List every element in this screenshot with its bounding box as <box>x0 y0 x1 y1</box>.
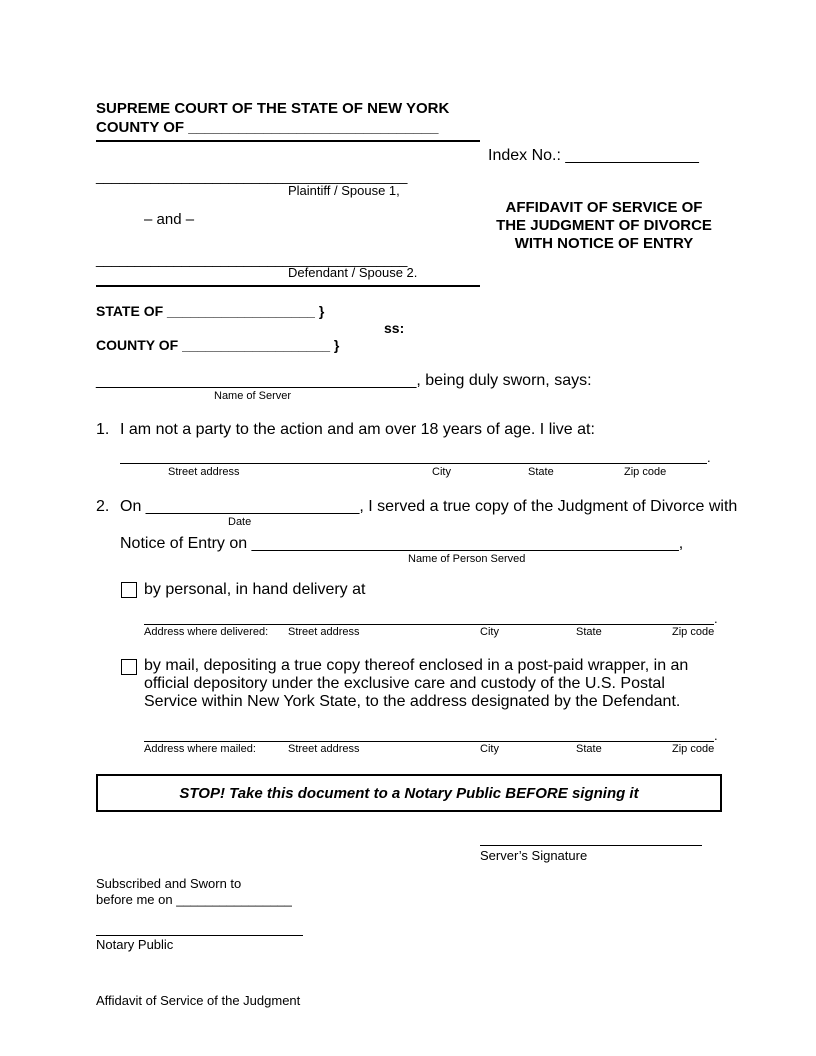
item2-line1[interactable]: On ________________________, I served a true copy of the Judgment of Divorce with <box>120 498 738 515</box>
subscribed-text: Subscribed and Sworn to <box>96 876 242 891</box>
delivery-zip-label: Zip code <box>672 626 715 638</box>
stop-notice-box <box>96 774 722 812</box>
plaintiff-line[interactable]: ________________________________________ <box>96 168 408 184</box>
mail-city-label: City <box>480 743 499 755</box>
court-name: SUPREME COURT OF THE STATE OF NEW YORK <box>96 100 450 117</box>
mail-street-label: Street address <box>288 743 360 755</box>
mail-delivery-text <box>144 657 724 711</box>
delivery-where-label: Address where delivered: <box>144 626 269 638</box>
notary-public-label: Notary Public <box>96 937 174 952</box>
residence-street-label: Street address <box>168 466 240 478</box>
item2-line2[interactable]: Notice of Entry on ________________________________________________, <box>120 535 684 552</box>
sworn-date-field[interactable]: before me on ________________ <box>96 892 292 907</box>
index-number-field[interactable]: Index No.: _______________ <box>488 147 699 164</box>
court-county: COUNTY OF ______________________________ <box>96 119 439 136</box>
plaintiff-label: Plaintiff / Spouse 1, <box>288 183 400 198</box>
item2-number: 2. <box>96 498 110 515</box>
title-line-2: THE JUDGMENT OF DIVORCE <box>496 217 712 234</box>
residence-address-line[interactable] <box>120 463 707 464</box>
and-text: – and – <box>144 211 195 228</box>
mail-state-label: State <box>576 743 602 755</box>
document-title <box>484 199 724 253</box>
venue-state[interactable]: STATE OF ___________________ } <box>96 303 325 319</box>
title-line-1: AFFIDAVIT OF SERVICE OF <box>505 199 703 216</box>
personal-delivery-text: by personal, in hand delivery at <box>144 581 366 598</box>
mail-end-mark: . <box>714 728 718 743</box>
caption-rule-top <box>96 140 480 142</box>
mail-where-label: Address where mailed: <box>144 743 256 755</box>
mail-zip-label: Zip code <box>672 743 715 755</box>
delivery-state-label: State <box>576 626 602 638</box>
mail-delivery-checkbox[interactable] <box>121 659 137 675</box>
person-served-caption: Name of Person Served <box>408 553 526 565</box>
server-name-line[interactable]: ____________________________________, being duly sworn, says: <box>96 372 592 389</box>
venue-county[interactable]: COUNTY OF ___________________ } <box>96 337 340 353</box>
defendant-line[interactable]: ________________________________________ <box>96 251 408 267</box>
mail-text-line-2: official depository under the exclusive care and custody of the U.S. Postal <box>144 675 665 692</box>
page-footer: Affidavit of Service of the Judgment <box>96 993 301 1008</box>
stop-notice-text: STOP! Take this document to a Notary Public BEFORE signing it <box>179 784 639 802</box>
title-line-3: WITH NOTICE OF ENTRY <box>514 235 694 252</box>
delivery-address-line[interactable] <box>144 624 714 625</box>
delivery-street-label: Street address <box>288 626 360 638</box>
server-signature-label: Server’s Signature <box>480 848 588 863</box>
caption-rule-bottom <box>96 285 480 287</box>
date-caption: Date <box>228 516 252 528</box>
mail-text-line-1: by mail, depositing a true copy thereof enclosed in a post-paid wrapper, in an <box>144 657 689 674</box>
delivery-end-mark: . <box>714 611 718 626</box>
notary-signature-line[interactable] <box>96 935 303 936</box>
mail-address-line[interactable] <box>144 741 714 742</box>
defendant-label: Defendant / Spouse 2. <box>288 265 418 280</box>
server-name-caption: Name of Server <box>214 390 292 402</box>
residence-city-label: City <box>432 466 451 478</box>
item1-number: 1. <box>96 421 110 438</box>
residence-end-mark: . <box>707 450 711 465</box>
server-signature-line[interactable] <box>480 845 702 846</box>
residence-zip-label: Zip code <box>624 466 667 478</box>
venue-ss: ss: <box>384 320 405 336</box>
personal-delivery-checkbox[interactable] <box>121 582 137 598</box>
delivery-city-label: City <box>480 626 499 638</box>
mail-text-line-3: Service within New York State, to the address designated by the Defendant. <box>144 693 681 710</box>
residence-state-label: State <box>528 466 554 478</box>
item1-text: I am not a party to the action and am over 18 years of age. I live at: <box>120 421 595 438</box>
